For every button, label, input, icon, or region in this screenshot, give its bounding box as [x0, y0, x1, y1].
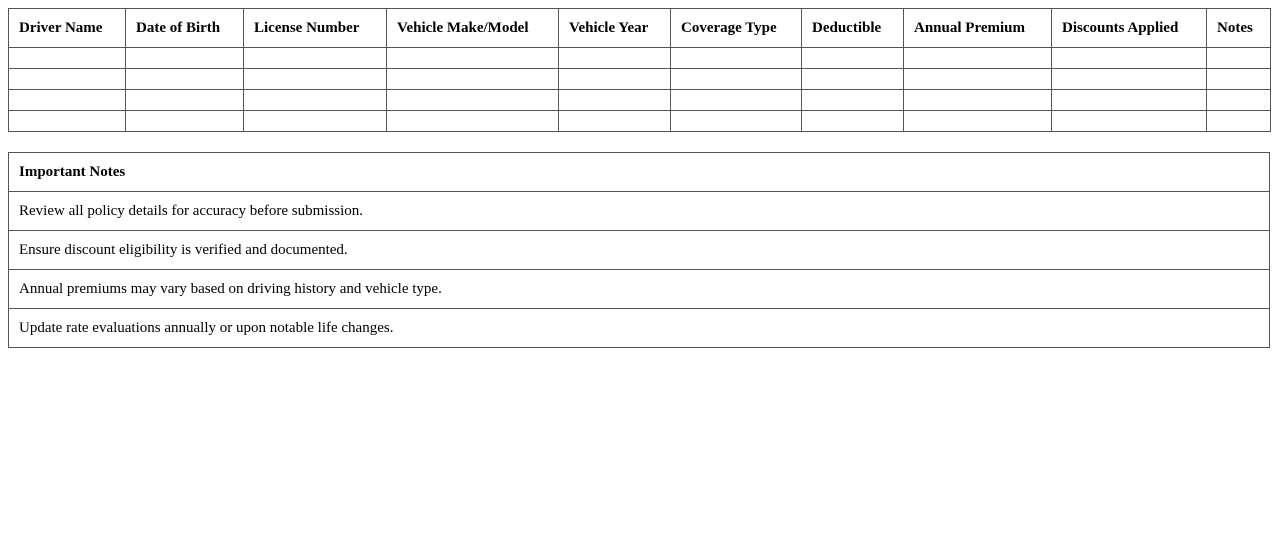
table-cell	[671, 111, 802, 132]
table-cell	[244, 90, 387, 111]
table-cell	[9, 90, 126, 111]
note-item: Ensure discount eligibility is verified and documented.	[9, 231, 1270, 270]
table-row	[9, 111, 1271, 132]
note-row	[9, 270, 1270, 309]
table-cell	[9, 48, 126, 69]
table-cell	[671, 90, 802, 111]
table-cell	[244, 48, 387, 69]
table-cell	[671, 48, 802, 69]
header-annual-premium: Annual Premium	[904, 9, 1052, 48]
table-cell	[244, 69, 387, 90]
table-cell	[9, 69, 126, 90]
table-cell	[802, 69, 904, 90]
note-row	[9, 192, 1270, 231]
table-cell	[126, 69, 244, 90]
table-cell	[387, 111, 559, 132]
table-cell	[1207, 48, 1271, 69]
header-coverage-type: Coverage Type	[671, 9, 802, 48]
table-cell	[244, 111, 387, 132]
table-cell	[126, 90, 244, 111]
header-driver-name: Driver Name	[9, 9, 126, 48]
note-item: Review all policy details for accuracy before submission.	[9, 192, 1270, 231]
header-vehicle-year: Vehicle Year	[559, 9, 671, 48]
notes-title: Important Notes	[9, 153, 1270, 192]
document-body	[8, 8, 1270, 348]
notes-header-row	[9, 153, 1270, 192]
header-notes: Notes	[1207, 9, 1271, 48]
table-cell	[387, 48, 559, 69]
table-cell	[1207, 69, 1271, 90]
header-discounts-applied: Discounts Applied	[1052, 9, 1207, 48]
header-license-number: License Number	[244, 9, 387, 48]
table-cell	[559, 48, 671, 69]
table-cell	[126, 48, 244, 69]
note-row	[9, 309, 1270, 348]
table-cell	[1052, 48, 1207, 69]
table-cell	[802, 90, 904, 111]
table-cell	[802, 111, 904, 132]
table-cell	[671, 69, 802, 90]
table-cell	[904, 69, 1052, 90]
table-cell	[904, 90, 1052, 111]
table-row	[9, 69, 1271, 90]
table-cell	[387, 90, 559, 111]
table-cell	[559, 111, 671, 132]
table-cell	[559, 90, 671, 111]
important-notes-table	[8, 152, 1270, 348]
table-cell	[559, 69, 671, 90]
table-cell	[904, 111, 1052, 132]
table-cell	[1052, 111, 1207, 132]
table-cell	[1052, 69, 1207, 90]
header-date-of-birth: Date of Birth	[126, 9, 244, 48]
table-row	[9, 48, 1271, 69]
note-row	[9, 231, 1270, 270]
header-deductible: Deductible	[802, 9, 904, 48]
table-row	[9, 90, 1271, 111]
table-cell	[1207, 90, 1271, 111]
table-cell	[1052, 90, 1207, 111]
table-cell	[904, 48, 1052, 69]
table-cell	[387, 69, 559, 90]
policy-table	[8, 8, 1271, 132]
header-vehicle-make-model: Vehicle Make/Model	[387, 9, 559, 48]
table-cell	[9, 111, 126, 132]
note-item: Annual premiums may vary based on driving history and vehicle type.	[9, 270, 1270, 309]
policy-header-row	[9, 9, 1271, 48]
table-cell	[1207, 111, 1271, 132]
table-cell	[126, 111, 244, 132]
table-cell	[802, 48, 904, 69]
note-item: Update rate evaluations annually or upon notable life changes.	[9, 309, 1270, 348]
